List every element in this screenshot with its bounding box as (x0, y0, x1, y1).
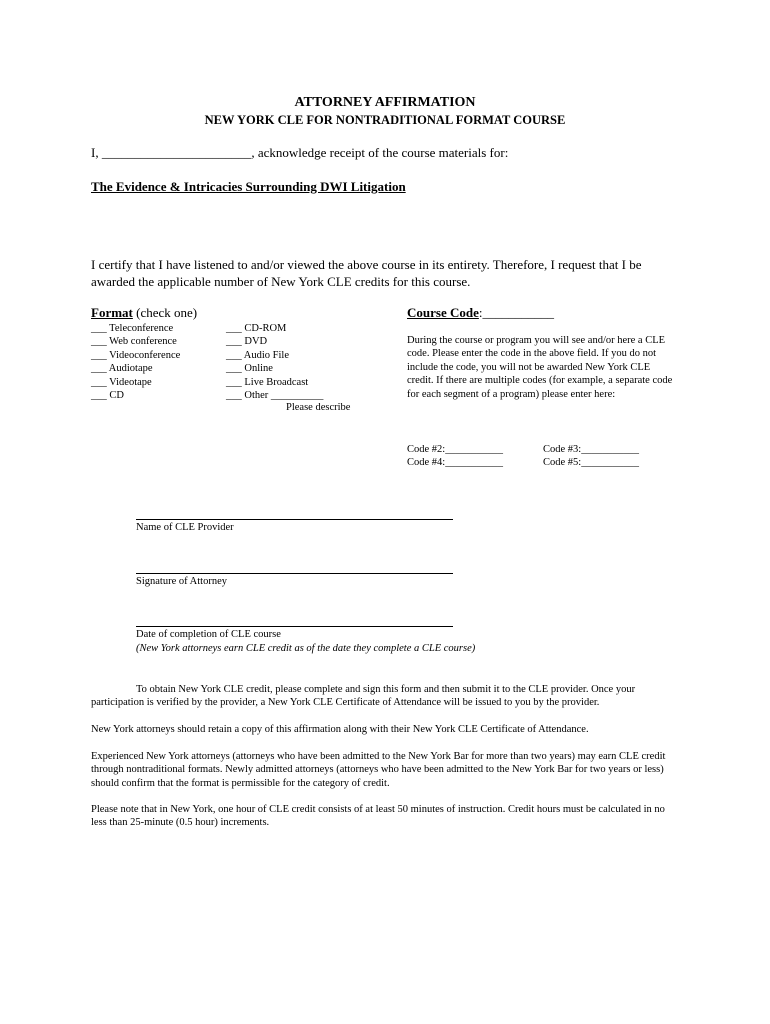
format-option-online[interactable]: ___ Online (226, 363, 273, 375)
code-2-field[interactable]: Code #2:___________ (407, 444, 503, 455)
form-subtitle: NEW YORK CLE FOR NONTRADITIONAL FORMAT COURSE (204, 113, 566, 127)
attorney-signature-label: Signature of Attorney (136, 576, 227, 587)
format-options-column-2 (226, 322, 323, 402)
acknowledge-line: I, _______________________, acknowledge receipt of the course materials for: (91, 145, 509, 160)
format-heading-label: Format (91, 305, 133, 320)
completion-date-note: (New York attorneys earn CLE credit as of the date they complete a CLE course) (136, 643, 476, 654)
format-option-videoconference[interactable]: ___ Videoconference (91, 349, 181, 361)
please-describe-label: Please describe (286, 402, 351, 413)
instructions-paragraph-1-text: To obtain New York CLE credit, please complete and sign this form and then submit it to the CLE provider. Once your participation is verified by the provider, a New York CLE Certificate of Attendance will be issued to you by the provider. (91, 684, 636, 709)
format-option-videotape[interactable]: ___ Videotape (91, 376, 152, 388)
format-option-cd-rom[interactable]: ___ CD-ROM (226, 323, 287, 334)
instructions-paragraph-3: Experienced New York attorneys (attorneys who have been admitted to the New York Bar for more than two years) may earn CLE credit through nontraditional formats. Newly admitted attorneys (attorneys who have been admitted to the New York Bar for two years or less) should confirm that the format is permissible for the category of credit. (91, 751, 666, 789)
format-heading (91, 305, 197, 321)
instructions-paragraph-2: New York attorneys should retain a copy of this affirmation along with their New York CLE Certificate of Attendance. (91, 724, 589, 735)
additional-codes-left (407, 443, 503, 470)
code-3-field[interactable]: Code #3:___________ (543, 444, 639, 455)
course-code-field[interactable]: :___________ (478, 305, 554, 320)
format-option-cd[interactable]: ___ CD (91, 390, 124, 402)
course-code-label: Course Code (407, 305, 479, 320)
provider-label: Name of CLE Provider (136, 522, 234, 533)
format-option-teleconference[interactable]: ___ Teleconference (91, 323, 174, 334)
course-code-heading (407, 305, 554, 321)
format-options-column-1 (91, 322, 180, 402)
provider-signature-line[interactable] (136, 519, 453, 520)
format-option-live-broadcast[interactable]: ___ Live Broadcast (226, 376, 309, 388)
instructions-paragraph-1 (91, 683, 681, 710)
format-option-web-conference[interactable]: ___ Web conference (91, 336, 177, 348)
code-4-field[interactable]: Code #4:___________ (407, 457, 503, 469)
attorney-signature-line[interactable] (136, 573, 453, 574)
course-code-instructions: During the course or program you will see and/or here a CLE code. Please enter the code in the above field. If you do not include the code, you will not be awarded New York CLE credit. If there are multiple codes (for example, a separate code for each segment of a program) please enter here: (407, 335, 673, 400)
course-title: The Evidence & Intricacies Surrounding DWI Litigation (91, 179, 406, 194)
format-option-other[interactable]: ___ Other __________ (226, 390, 324, 402)
format-option-audio-file[interactable]: ___ Audio File (226, 349, 290, 361)
additional-codes-right (543, 443, 639, 470)
format-option-audiotape[interactable]: ___ Audiotape (91, 363, 153, 375)
form-title: ATTORNEY AFFIRMATION (294, 95, 476, 110)
code-5-field[interactable]: Code #5:___________ (543, 457, 639, 469)
completion-date-label: Date of completion of CLE course (136, 629, 281, 640)
certify-statement: I certify that I have listened to and/or viewed the above course in its entirety. Therefore, I request that I be awarded the applicable number of New York CLE credits for this course. (91, 257, 642, 289)
format-heading-note: (check one) (136, 305, 198, 320)
instructions-paragraph-4: Please note that in New York, one hour of CLE credit consists of at least 50 minutes of instruction. Credit hours must be calculated in no less than 25-minute (0.5 hour) increments. (91, 804, 665, 829)
format-option-dvd[interactable]: ___ DVD (226, 336, 268, 348)
completion-date-line[interactable] (136, 626, 453, 627)
